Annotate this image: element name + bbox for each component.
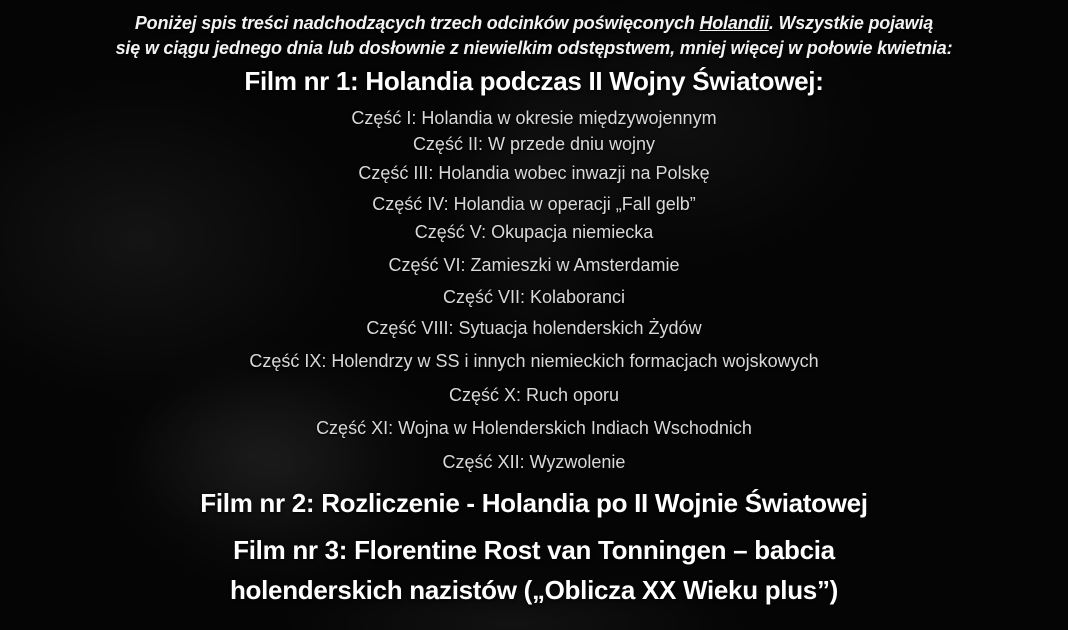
film1-part-3: Część III: Holandia wobec inwazji na Polskę — [358, 163, 710, 183]
film1-title: Film nr 1: Holandia podczas II Wojny Światowej: — [244, 66, 824, 96]
film1-part-2: Część II: W przede dniu wojny — [412, 134, 656, 154]
film1-part-8: Część VIII: Sytuacja holenderskich Żydów — [366, 318, 702, 338]
film3-title-line1: Film nr 3: Florentine Rost van Tonningen – babcia — [233, 535, 835, 565]
film1-part-1: Część I: Holandia w okresie międzywojennym — [351, 108, 717, 128]
intro-line1-pre: Poniżej spis treści nadchodzących trzech odcinków poświęconych — [134, 13, 700, 33]
film1-part-6: Część VI: Zamieszki w Amsterdamie — [388, 255, 680, 275]
film3-title-line2: holenderskich nazistów („Oblicza XX Wieku plus”) — [229, 575, 839, 605]
film1-part-4: Część IV: Holandia w operacji „Fall gelb” — [372, 194, 696, 214]
film1-part-list — [0, 105, 1068, 475]
film1-part-9: Część IX: Holendrzy w SS i innych niemieckich formacjach wojskowych — [249, 351, 819, 371]
film1-part-5: Część V: Okupacja niemiecka — [414, 222, 654, 242]
film1-part-7: Część VII: Kolaboranci — [442, 287, 626, 307]
intro-line2: się w ciągu jednego dnia lub dosłownie z niewielkim odstępstwem, mniej więcej w połowie kwietnia: — [115, 38, 953, 58]
intro-holandii-emphasis: Holandii — [699, 13, 769, 33]
film1-part-12: Część XII: Wyzwolenie — [442, 452, 626, 472]
intro-line1-post: . Wszystkie pojawią — [768, 13, 934, 33]
film2-title: Film nr 2: Rozliczenie - Holandia po II Wojnie Światowej — [200, 488, 868, 518]
intro-text — [0, 0, 1068, 61]
film3-title — [0, 530, 1068, 610]
film1-part-11: Część XI: Wojna w Holenderskich Indiach Wschodnich — [316, 418, 752, 438]
film1-part-10: Część X: Ruch oporu — [448, 385, 620, 405]
